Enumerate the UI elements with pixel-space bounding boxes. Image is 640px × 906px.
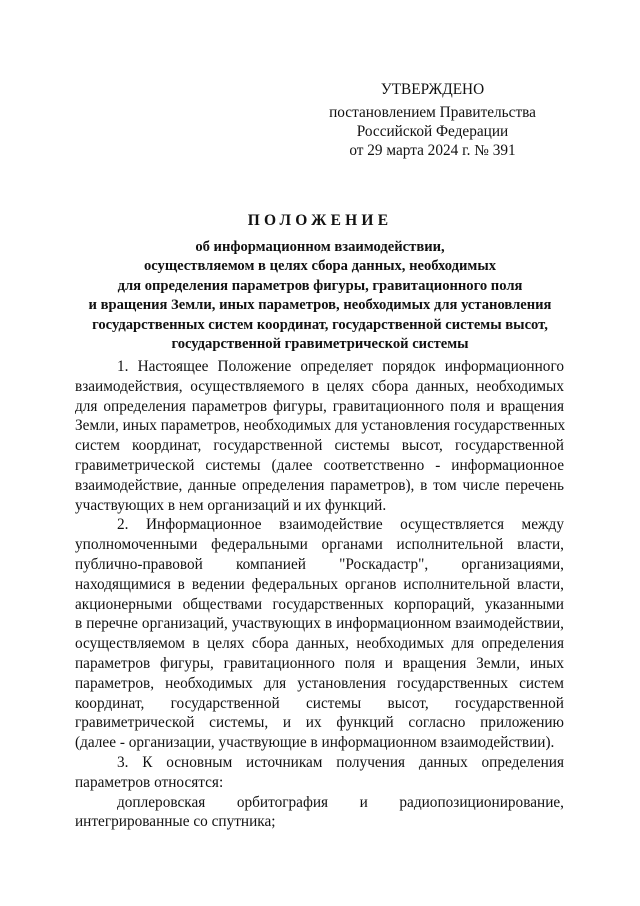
body-line: доплеровская орбитография и радиопозиционирование, — [117, 793, 564, 811]
body-line: систем координат, государственной системы высот, государственной — [75, 437, 564, 455]
subtitle-line: и вращения Земли, иных параметров, необходимых для установления — [88, 297, 552, 314]
body-line: координат, государственной системы высот, государственной — [75, 694, 564, 712]
body-line: параметров, необходимых для установления государственных систем — [75, 674, 564, 692]
subtitle-line: об информационном взаимодействии, — [195, 239, 445, 255]
body-line: участвующих в нем организаций и их функций. — [75, 496, 387, 514]
body-line: публично-правовой компанией "Роскадастр", организациями, — [75, 555, 564, 573]
body-line: 3. К основным источникам получения данных определения — [117, 753, 564, 771]
body-line: взаимодействие, данные определения параметров), в том числе перечень — [75, 476, 564, 494]
subtitle-line: государственных систем координат, государственной системы высот, — [92, 316, 548, 333]
approval-block — [300, 80, 565, 160]
subtitle-line: осуществляемом в целях сбора данных, необходимых — [143, 258, 497, 275]
body-line: осуществляемом в целях сбора данных, необходимых для определения — [75, 635, 564, 653]
subtitle-line: для определения параметров фигуры, гравитационного поля — [117, 277, 523, 294]
body-line: 2. Информационное взаимодействие осуществляется между — [117, 516, 564, 534]
body-line: для определения параметров фигуры, гравитационного поля и вращения — [75, 397, 564, 415]
document-body — [75, 357, 564, 832]
body-line: Земли, иных параметров, необходимых для установления государственных — [75, 417, 566, 435]
document-subtitle — [40, 238, 600, 354]
body-line: 1. Настоящее Положение определяет порядок информационного — [117, 358, 564, 375]
approval-line: Российской Федерации — [356, 123, 509, 140]
body-line: интегрированные со спутника; — [75, 813, 276, 831]
body-line: параметров относятся: — [75, 773, 224, 791]
body-line: гравиметрической системы, и их функций согласно приложению — [75, 714, 564, 732]
body-line: взаимодействия, осуществляемого в целях сбора данных, необходимых — [75, 377, 564, 395]
body-line: параметров фигуры, гравитационного поля и вращения Земли, иных — [75, 654, 564, 672]
body-line: в перечне организаций, участвующих в информационном взаимодействии, — [75, 615, 564, 633]
approval-line: постановлением Правительства — [329, 104, 536, 121]
approval-line: от 29 марта 2024 г. № 391 — [349, 142, 516, 159]
body-line: (далее - организации, участвующие в информационном взаимодействии). — [75, 734, 555, 752]
body-line: находящимися в ведении федеральных органов исполнительной власти, — [75, 575, 564, 593]
document-title: ПОЛОЖЕНИЕ — [247, 212, 393, 229]
body-line: уполномоченными федеральными органами исполнительной власти, — [75, 536, 564, 554]
subtitle-line: государственной гравиметрической системы — [171, 336, 469, 353]
body-line: гравиметрической системы (далее соответственно - информационное — [75, 456, 564, 474]
body-line: акционерными обществами государственных корпораций, указанными — [75, 595, 564, 613]
approval-heading: УТВЕРЖДЕНО — [380, 81, 485, 98]
